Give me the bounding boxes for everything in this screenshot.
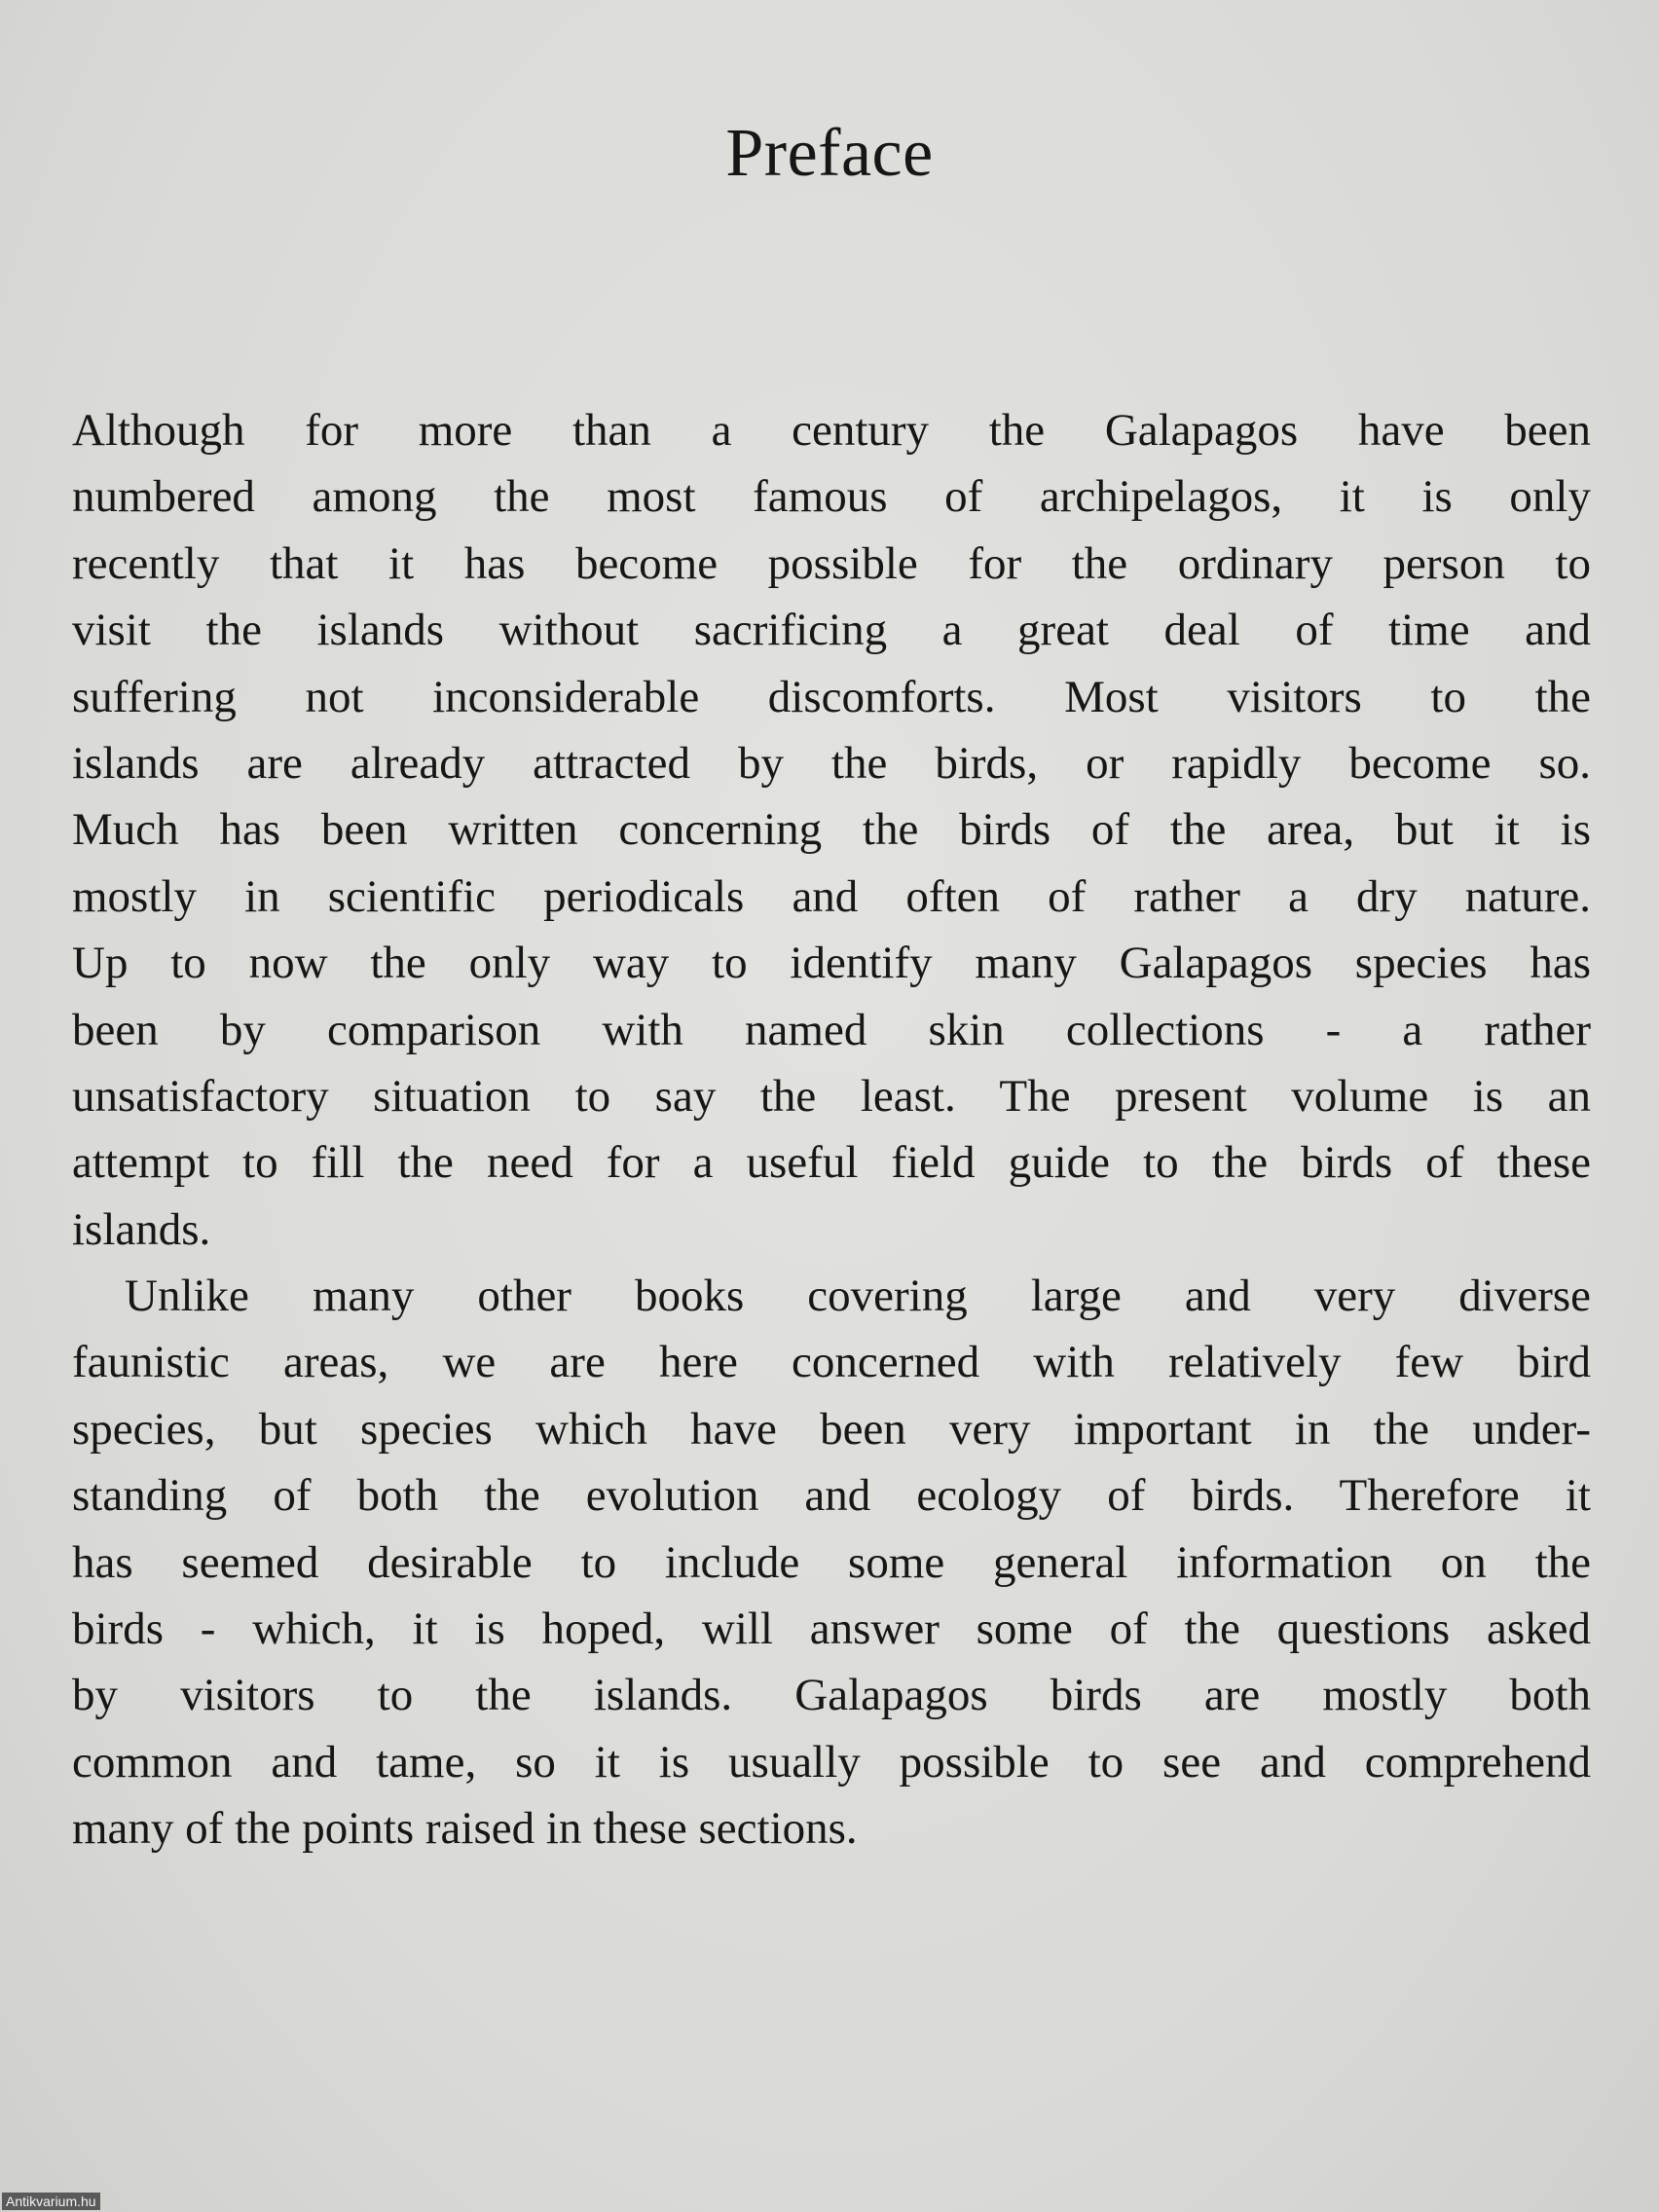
site-watermark: Antikvarium.hu	[2, 2193, 100, 2210]
text-line: birds - which, it is hoped, will answer some of the questions asked	[72, 1604, 1591, 1655]
text-line: many of the points raised in these sections.	[72, 1803, 858, 1855]
text-line: suffering not inconsiderable discomforts. Most visitors to the	[72, 671, 1591, 722]
page-title: Preface	[725, 116, 934, 191]
text-line: species, but species which have been very important in the under-	[72, 1403, 1591, 1455]
text-line: Up to now the only way to identify many Galapagos species has	[72, 938, 1591, 989]
text-line: Unlike many other books covering large and very diverse	[125, 1271, 1591, 1322]
text-line: faunistic areas, we are here concerned with relatively few bird	[72, 1337, 1591, 1388]
text-line: unsatisfactory situation to say the least. The present volume is an	[72, 1070, 1591, 1122]
text-line: standing of both the evolution and ecology of birds. Therefore it	[72, 1470, 1591, 1522]
text-line: Much has been written concerning the birds of the area, but it is	[72, 804, 1591, 856]
text-line: by visitors to the islands. Galapagos birds are mostly both	[72, 1670, 1591, 1721]
paragraph-1	[72, 397, 1591, 1263]
paragraph-2	[72, 1263, 1591, 1862]
preface-body	[72, 397, 1591, 1862]
text-line: islands.	[72, 1203, 211, 1255]
text-line: islands are already attracted by the birds, or rapidly become so.	[72, 737, 1591, 789]
text-line: Although for more than a century the Galapagos have been	[72, 405, 1591, 456]
text-line: been by comparison with named skin collections - a rather	[72, 1004, 1591, 1055]
text-line: visit the islands without sacrificing a great deal of time and	[72, 605, 1591, 656]
text-line: common and tame, so it is usually possible to see and comprehend	[72, 1736, 1591, 1788]
text-line: has seemed desirable to include some general information on the	[72, 1536, 1591, 1588]
text-line: attempt to fill the need for a useful field guide to the birds of these	[72, 1137, 1591, 1189]
text-line: numbered among the most famous of archipelagos, it is only	[72, 471, 1591, 523]
text-line: mostly in scientific periodicals and often of rather a dry nature.	[72, 870, 1591, 922]
text-line: recently that it has become possible for the ordinary person to	[72, 537, 1591, 589]
